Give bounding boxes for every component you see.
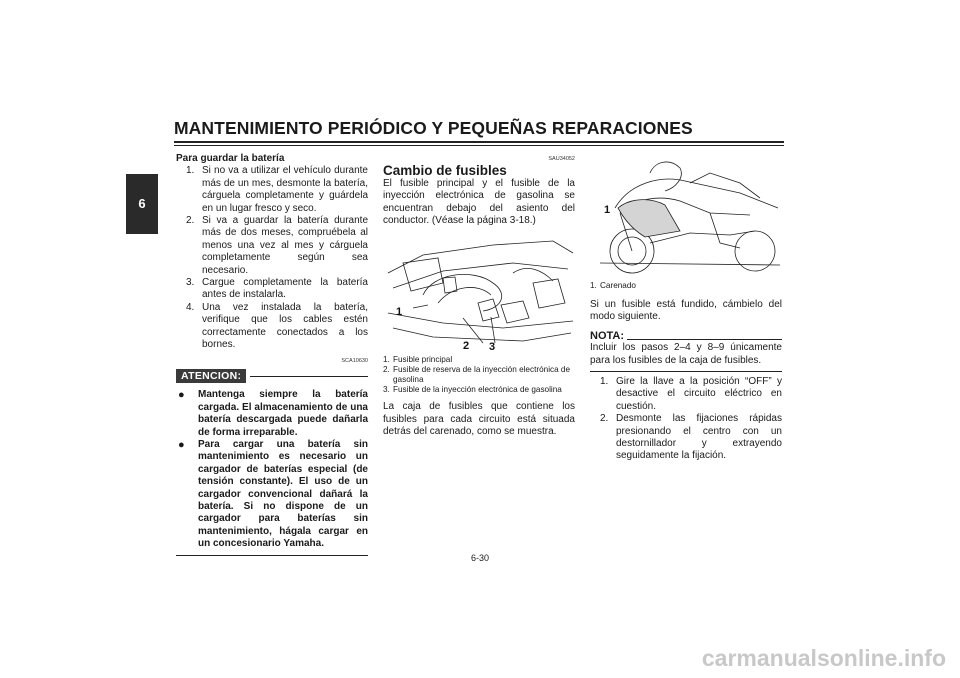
figure-captions (383, 355, 575, 395)
section-heading: Cambio de fusibles (383, 163, 507, 179)
intro-paragraph: El fusible principal y el fusible de la inyección electrónica de gasolina se encuentran debajo del asiento del conductor. (Véase la página 3-18.) (383, 177, 575, 227)
callout-3: 3 (489, 341, 496, 352)
caption-item: 1. Fusible principal (383, 355, 453, 365)
callout-1: 1 (396, 306, 403, 319)
caution-code: SCA10630 (341, 357, 368, 364)
body-paragraph: La caja de fusibles que contiene los fusibles para cada circuito está situada detrás del carenado, como se muestra. (383, 401, 575, 438)
caption-item: 3. Fusible de la inyección electrónica de gasolina (383, 385, 562, 395)
figure-captions (590, 281, 782, 291)
watermark: carmanualsonline.info (701, 645, 946, 671)
fairing-illustration (590, 153, 782, 275)
callout-2: 2 (463, 340, 470, 352)
list-item: 4. Una vez instalada la batería, verifique que los cables estén correctamente conectados a los bornes. (186, 301, 368, 351)
section-heading: Para guardar la batería (176, 153, 285, 164)
section-code: SAU34052 (548, 156, 575, 162)
bullet-icon: ● (178, 389, 185, 402)
list-item: 3. Cargue completamente la batería antes de instalarla. (186, 277, 368, 301)
fuse-location-illustration (383, 233, 575, 351)
caption-item: 2. Fusible de reserva de la inyección electrónica de gasolina (383, 365, 571, 385)
caution-end-rule (176, 555, 368, 556)
fairing-shape (618, 200, 680, 237)
caution-label: ATENCION: (176, 369, 246, 383)
body-paragraph: Si un fusible está fundido, cámbielo del modo siguiente. (590, 299, 782, 323)
list-item: 1. Si no va a utilizar el vehículo durante más de un mes, desmonte la batería, cárguela completamente y guárdela en un lugar fresco y seco. (186, 165, 368, 214)
column-fuses (383, 153, 575, 439)
caution-header (176, 369, 368, 383)
note-label: NOTA: (590, 329, 625, 342)
caption-item: 1. Carenado (590, 281, 636, 290)
bullet-icon: ● (178, 438, 185, 451)
caution-item: ● Para cargar una batería sin mantenimiento es necesario un cargador de baterías especial (de tensión constante). El uso de un cargador convencional dañará la batería. Si no dispone de un cargador para baterías sin mantenimiento, hágala cargar en un concesionario Yamaha. (178, 438, 368, 550)
column-battery-storage (176, 153, 368, 556)
column-fuse-replacement (590, 153, 782, 463)
header-rule-thin (174, 145, 784, 146)
chapter-tab: 6 (126, 174, 158, 234)
note-header (590, 330, 782, 342)
caution-item: ● Mantenga siempre la batería cargada. El almacenamiento de una batería descargada puede dañarla de forma irreparable. (178, 389, 368, 438)
list-item: 1. Gire la llave a la posición “OFF” y desactive el circuito eléctrico en cuestión. (600, 376, 782, 412)
note-text: Incluir los pasos 2–4 y 8–9 únicamente para los fusibles de la caja de fusibles. (590, 342, 782, 366)
page-title: MANTENIMIENTO PERIÓDICO Y PEQUEÑAS REPARACIONES (174, 118, 693, 138)
list-item: 2. Si va a guardar la batería durante más de dos meses, compruébela al menos una vez al mes y cárguela completamente según sea necesario. (186, 215, 368, 276)
note-end-rule (590, 371, 782, 372)
callout-1: 1 (604, 204, 611, 216)
header-rule (174, 141, 784, 143)
page-number: 6-30 (470, 553, 489, 563)
list-item: 2. Desmonte las fijaciones rápidas presionando el centro con un destornillador y extrayendo seguidamente la fijación. (600, 413, 782, 462)
